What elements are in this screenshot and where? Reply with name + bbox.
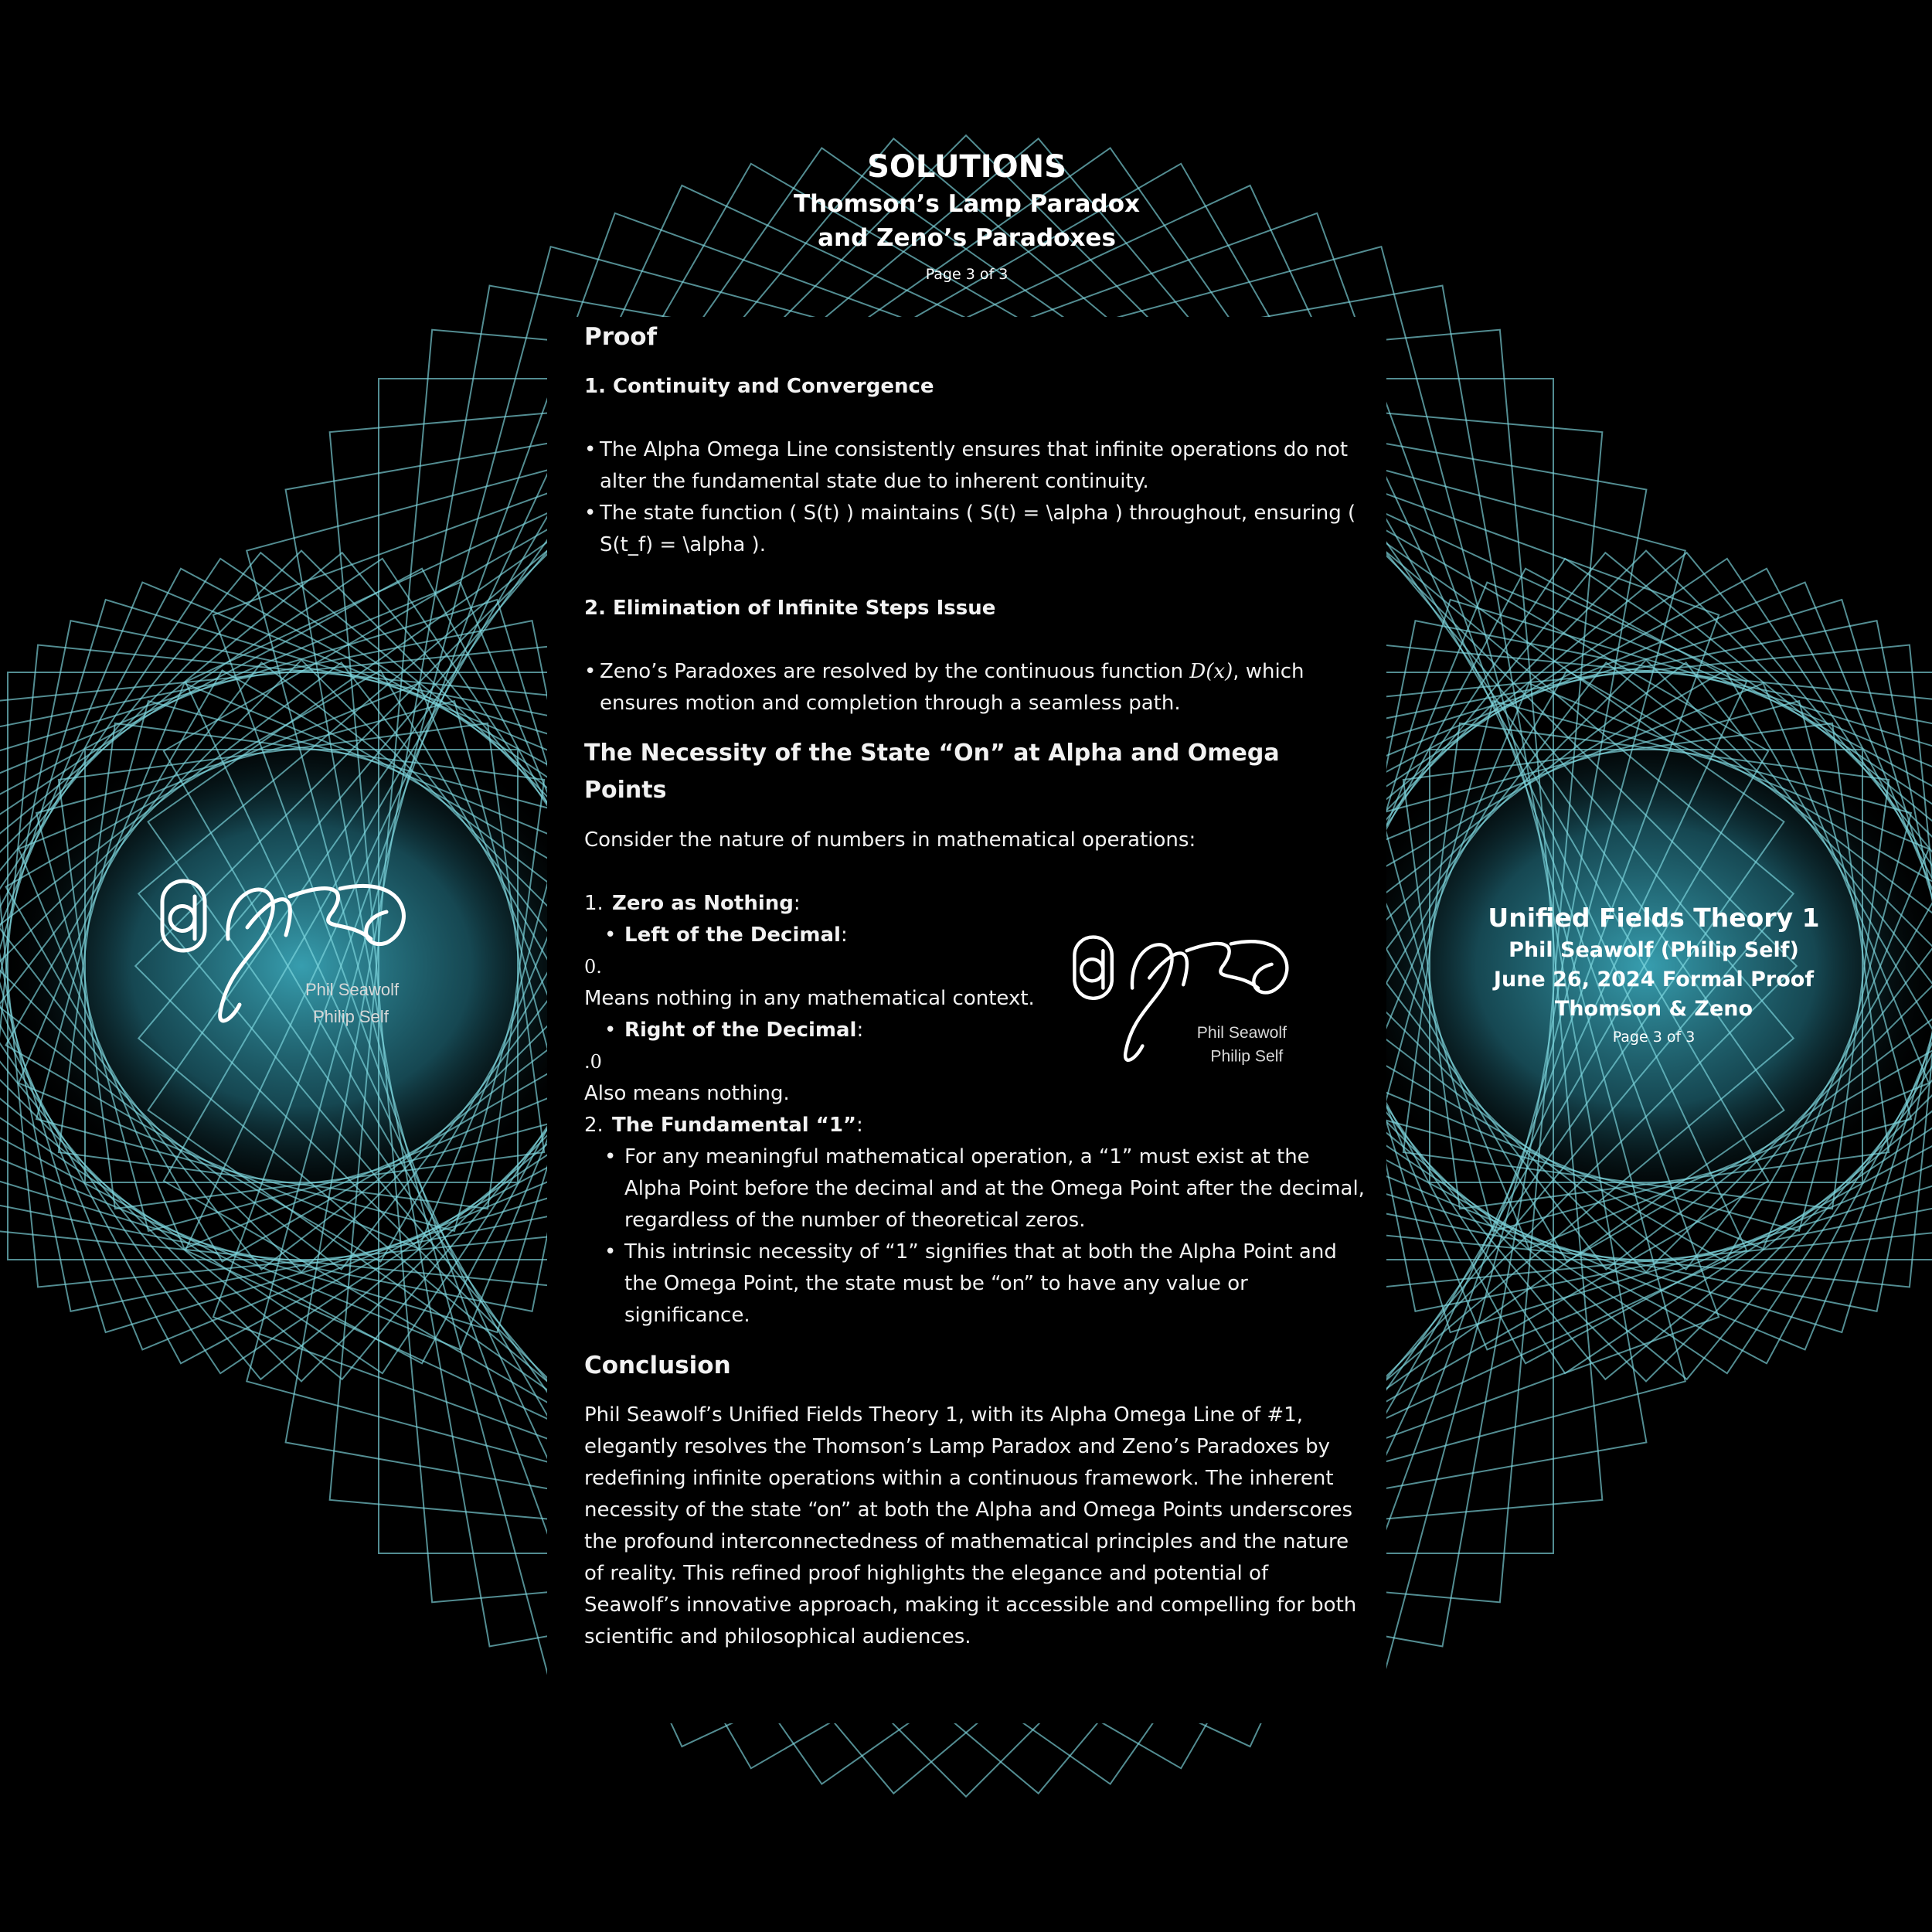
theory-title: Unified Fields Theory 1 <box>1488 903 1820 933</box>
seawolf-logo-center <box>1066 923 1314 1094</box>
conclusion-heading: Conclusion <box>584 1352 731 1379</box>
list-item: • For any meaningful mathematical operation, a “1” must exist at the Alpha Point before the decimal and at the Omega Point after the decimal, regardless of the number of theoretical zeros. <box>604 1145 1365 1232</box>
left-desc: Means nothing in any mathematical context. <box>584 987 1035 1010</box>
list-item: • Left of the Decimal: <box>604 923 848 947</box>
list-item: • This intrinsic necessity of “1” signifies that at both the Alpha Point and the Omega Point, the state must be “on” to have any value or significance. <box>604 1240 1337 1327</box>
list-item: • Zeno’s Paradoxes are resolved by the continuous function D(x), which ensures motion and completion through a seamless path. <box>584 660 1304 715</box>
seawolf-logo-left <box>155 866 433 1059</box>
page-subtitle-2: and Zeno’s Paradoxes <box>818 224 1116 252</box>
author-name: Phil Seawolf (Philip Self) <box>1509 938 1799 962</box>
logo-name-2: Philip Self <box>1210 1047 1284 1066</box>
math-right-zero: .0 <box>584 1051 602 1073</box>
numbered-item-2: 2. The Fundamental “1”: <box>584 1114 863 1137</box>
necessity-heading: The Necessity of the State “On” at Alpha and Omega Points <box>584 740 1280 804</box>
numbered-item-1: 1. Zero as Nothing: <box>584 892 801 915</box>
list-item: • The state function ( S(t) ) maintains ( S(t) = \alpha ) throughout, ensuring ( S(t_f) = \alpha ). <box>584 502 1356 556</box>
necessity-intro: Consider the nature of numbers in mathematical operations: <box>584 828 1196 852</box>
page-title: SOLUTIONS <box>867 149 1066 185</box>
list-item: • Right of the Decimal: <box>604 1019 864 1042</box>
conclusion-text: Phil Seawolf’s Unified Fields Theory 1, with its Alpha Omega Line of #1, elegantly resolves the Thomson’s Lamp Paradox and Zeno’s Paradoxes by redefining infinite operations within a continuous framework. The inherent necessity of the state “on” at both the Alpha and Omega Points underscores the profound interconnectedness of mathematical principles and the nature of reality. This refined proof highlights the elegance and potential of Seawolf’s innovative approach, making it accessible and compelling for both scientific and philosophical audiences. <box>584 1403 1357 1648</box>
math-dx: D(x) <box>1189 660 1233 683</box>
page-number: Page 3 of 3 <box>925 266 1009 283</box>
right-page-number: Page 3 of 3 <box>1612 1029 1696 1046</box>
proof-heading: Proof <box>584 323 658 351</box>
logo-name-2: Philip Self <box>313 1007 389 1026</box>
logo-name-1: Phil Seawolf <box>305 980 400 999</box>
right-desc: Also means nothing. <box>584 1082 790 1105</box>
math-left-zero: 0. <box>584 956 602 978</box>
proof-topic: Thomson & Zeno <box>1554 997 1753 1021</box>
right-title-block <box>1468 900 1839 1050</box>
section2-heading: 2. Elimination of Infinite Steps Issue <box>584 597 996 620</box>
logo-name-1: Phil Seawolf <box>1196 1023 1287 1042</box>
section1-heading: 1. Continuity and Convergence <box>584 375 934 398</box>
page-subtitle-1: Thomson’s Lamp Paradox <box>793 190 1141 218</box>
proof-date: June 26, 2024 Formal Proof <box>1493 968 1815 992</box>
list-item: • The Alpha Omega Line consistently ensures that infinite operations do not alter the fundamental state due to inherent continuity. <box>584 438 1349 493</box>
document-header <box>547 147 1386 286</box>
